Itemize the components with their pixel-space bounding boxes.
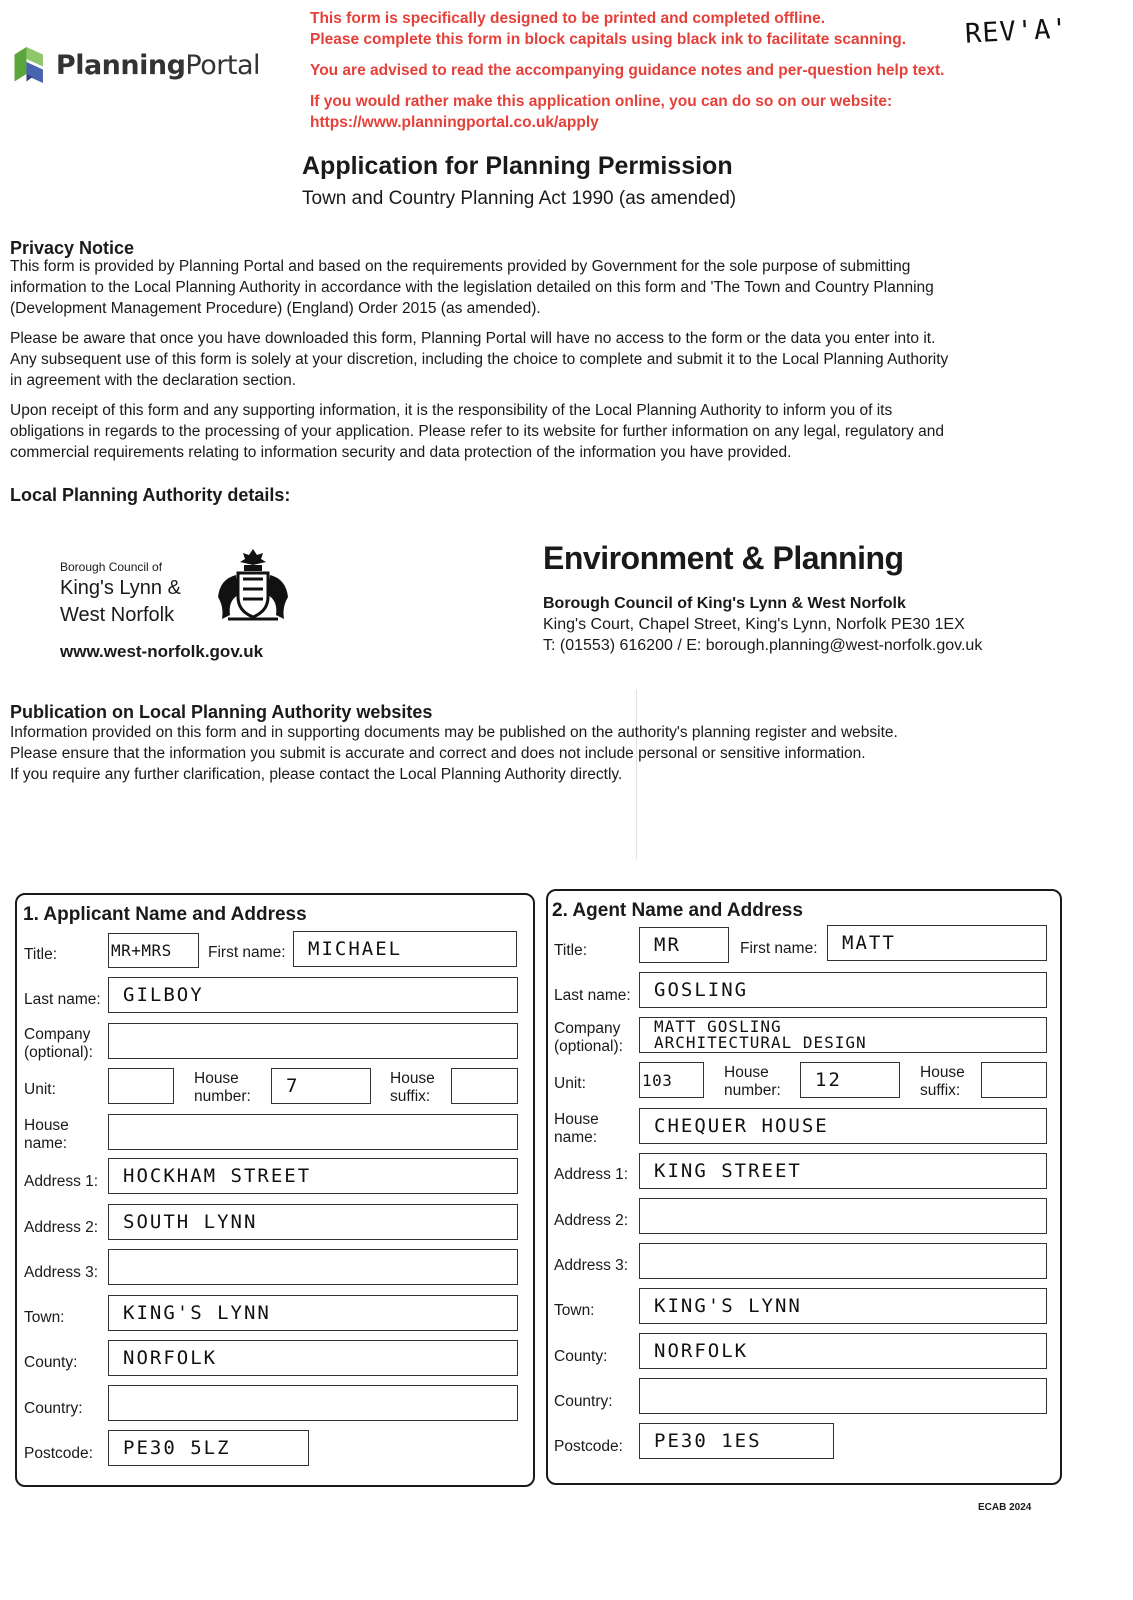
council-name-line-2: West Norfolk: [60, 604, 175, 626]
department-contact-block: [543, 593, 982, 656]
council-name-line-1: King's Lynn &: [60, 577, 181, 599]
applicant-house-suffix-field[interactable]: [451, 1068, 518, 1104]
council-website[interactable]: www.west-norfolk.gov.uk: [60, 642, 264, 661]
agent-unit-field[interactable]: 103: [639, 1062, 704, 1098]
council-crest-icon: [208, 545, 298, 625]
agent-company-line-2: ARCHITECTURAL DESIGN: [654, 1033, 867, 1052]
notice-url[interactable]: https://www.planningportal.co.uk/apply: [310, 114, 599, 131]
notice-block-capitals: Please complete this form in block capitals using black ink to facilitate scanning.: [310, 31, 907, 48]
page-subtitle: Town and Country Planning Act 1990 (as amended): [302, 188, 737, 209]
applicant-unit-field[interactable]: [108, 1068, 174, 1104]
applicant-county-label: County:: [24, 1354, 78, 1371]
publication-paragraph: Information provided on this form and in supporting documents may be published on the authority's planning register and website. Please ensure that the information you submit is accurate and correct and does not include personal or sensitive information. If you require any further clarification, please contact the Local Planning Authority directly.: [10, 724, 898, 783]
agent-section: [546, 889, 1062, 1485]
agent-title-field[interactable]: MR: [639, 927, 729, 963]
handwritten-revision: REV'A': [964, 13, 1070, 50]
applicant-address1-label: Address 1:: [24, 1173, 99, 1190]
applicant-first-name-label: First name:: [208, 944, 286, 961]
applicant-town-label: Town:: [24, 1309, 65, 1326]
applicant-heading: 1. Applicant Name and Address: [23, 904, 307, 925]
planning-portal-logo: [10, 40, 260, 90]
applicant-house-number-field[interactable]: 7: [271, 1068, 371, 1104]
notice-offline: This form is specifically designed to be printed and completed offline.: [310, 10, 826, 27]
applicant-address2-field[interactable]: SOUTH LYNN: [108, 1204, 518, 1240]
notice-online: If you would rather make this application online, you can do so on our website:: [310, 93, 893, 110]
agent-country-field[interactable]: [639, 1378, 1047, 1414]
agent-first-name-field[interactable]: MATT: [827, 925, 1047, 961]
agent-unit-label: Unit:: [554, 1075, 586, 1092]
lpa-heading: Local Planning Authority details:: [10, 485, 291, 505]
agent-house-name-field[interactable]: CHEQUER HOUSE: [639, 1108, 1047, 1144]
applicant-country-label: Country:: [24, 1400, 83, 1417]
applicant-country-field[interactable]: [108, 1385, 518, 1421]
department-name: Borough Council of King's Lynn & West Norfolk: [543, 595, 906, 612]
applicant-first-name-field[interactable]: MICHAEL: [293, 931, 517, 967]
applicant-last-name-label: Last name:: [24, 991, 101, 1008]
privacy-paragraph-1: This form is provided by Planning Portal and based on the requirements provided by Government for the sole purpose of submitting information to the Local Planning Authority in accordance with the legislation detailed on this form and 'The Town and Country Planning (Development Management Procedure) (England) Order 2015 (as amended).: [10, 258, 934, 317]
agent-address1-label: Address 1:: [554, 1166, 629, 1183]
agent-company-label: Company (optional):: [554, 1020, 623, 1055]
privacy-paragraph-2: Please be aware that once you have downloaded this form, Planning Portal will have no access to the form or the data you enter into it. Any subsequent use of this form is solely at your discretion, including the choice to complete and submit it to the Local Planning Authority in agreement with the declaration section.: [10, 330, 949, 389]
agent-title-label: Title:: [554, 942, 588, 959]
agent-house-number-field[interactable]: 12: [800, 1062, 900, 1098]
agent-first-name-label: First name:: [740, 940, 818, 957]
department-title: Environment & Planning: [543, 540, 904, 576]
department-address: King's Court, Chapel Street, King's Lynn, Norfolk PE30 1EX: [543, 616, 965, 633]
logo-text: PlanningPortal: [55, 49, 260, 81]
agent-heading: 2. Agent Name and Address: [552, 900, 803, 921]
agent-address2-label: Address 2:: [554, 1212, 629, 1229]
applicant-town-field[interactable]: KING'S LYNN: [108, 1295, 518, 1331]
privacy-heading: Privacy Notice: [10, 238, 135, 258]
agent-country-label: Country:: [554, 1393, 613, 1410]
applicant-title-label: Title:: [24, 946, 58, 963]
form-code: ECAB 2024: [978, 1502, 1032, 1513]
applicant-section: [15, 893, 535, 1487]
agent-house-suffix-label: House suffix:: [920, 1064, 965, 1099]
privacy-paragraph-3: Upon receipt of this form and any supporting information, it is the responsibility of the Local Planning Authority to inform you of its obligations in regards to the processing of your application. Please refer to its website for further information on any legal, regulatory and commercial requirements relating to information security and data protection of the information you have provided.: [10, 402, 944, 461]
agent-company-field[interactable]: [639, 1017, 1047, 1053]
planning-portal-logo-icon: [10, 37, 52, 93]
agent-town-label: Town:: [554, 1302, 595, 1319]
agent-county-label: County:: [554, 1348, 608, 1365]
applicant-house-name-label: House name:: [24, 1117, 69, 1152]
applicant-company-label: Company (optional):: [24, 1026, 93, 1061]
agent-address3-label: Address 3:: [554, 1257, 629, 1274]
notice-guidance: You are advised to read the accompanying guidance notes and per-question help text.: [310, 62, 945, 79]
agent-house-name-label: House name:: [554, 1111, 599, 1146]
applicant-address3-field[interactable]: [108, 1249, 518, 1285]
applicant-address1-field[interactable]: HOCKHAM STREET: [108, 1158, 518, 1194]
agent-postcode-field[interactable]: PE30 1ES: [639, 1423, 834, 1459]
applicant-address2-label: Address 2:: [24, 1219, 99, 1236]
applicant-company-field[interactable]: [108, 1023, 518, 1059]
applicant-house-name-field[interactable]: [108, 1114, 518, 1150]
department-contact: T: (01553) 616200 / E: borough.planning@west-norfolk.gov.uk: [543, 637, 983, 654]
applicant-unit-label: Unit:: [24, 1081, 56, 1098]
applicant-last-name-field[interactable]: GILBOY: [108, 977, 518, 1013]
publication-heading: Publication on Local Planning Authority websites: [10, 702, 433, 722]
agent-last-name-field[interactable]: GOSLING: [639, 972, 1047, 1008]
agent-last-name-label: Last name:: [554, 987, 631, 1004]
agent-house-suffix-field[interactable]: [981, 1062, 1047, 1098]
applicant-postcode-label: Postcode:: [24, 1445, 93, 1462]
applicant-county-field[interactable]: NORFOLK: [108, 1340, 518, 1376]
applicant-house-number-label: House number:: [194, 1070, 251, 1105]
agent-house-number-label: House number:: [724, 1064, 781, 1099]
applicant-address3-label: Address 3:: [24, 1264, 99, 1281]
agent-company-line-1: MATT GOSLING: [654, 1017, 782, 1036]
agent-county-field[interactable]: NORFOLK: [639, 1333, 1047, 1369]
agent-address2-field[interactable]: [639, 1198, 1047, 1234]
applicant-house-suffix-label: House suffix:: [390, 1070, 435, 1105]
agent-address3-field[interactable]: [639, 1243, 1047, 1279]
page-title: Application for Planning Permission: [302, 152, 733, 180]
applicant-title-field[interactable]: MR+MRS: [108, 933, 199, 968]
applicant-postcode-field[interactable]: PE30 5LZ: [108, 1430, 309, 1466]
agent-postcode-label: Postcode:: [554, 1438, 623, 1455]
agent-town-field[interactable]: KING'S LYNN: [639, 1288, 1047, 1324]
council-small-label: Borough Council of: [60, 560, 163, 574]
agent-address1-field[interactable]: KING STREET: [639, 1153, 1047, 1189]
